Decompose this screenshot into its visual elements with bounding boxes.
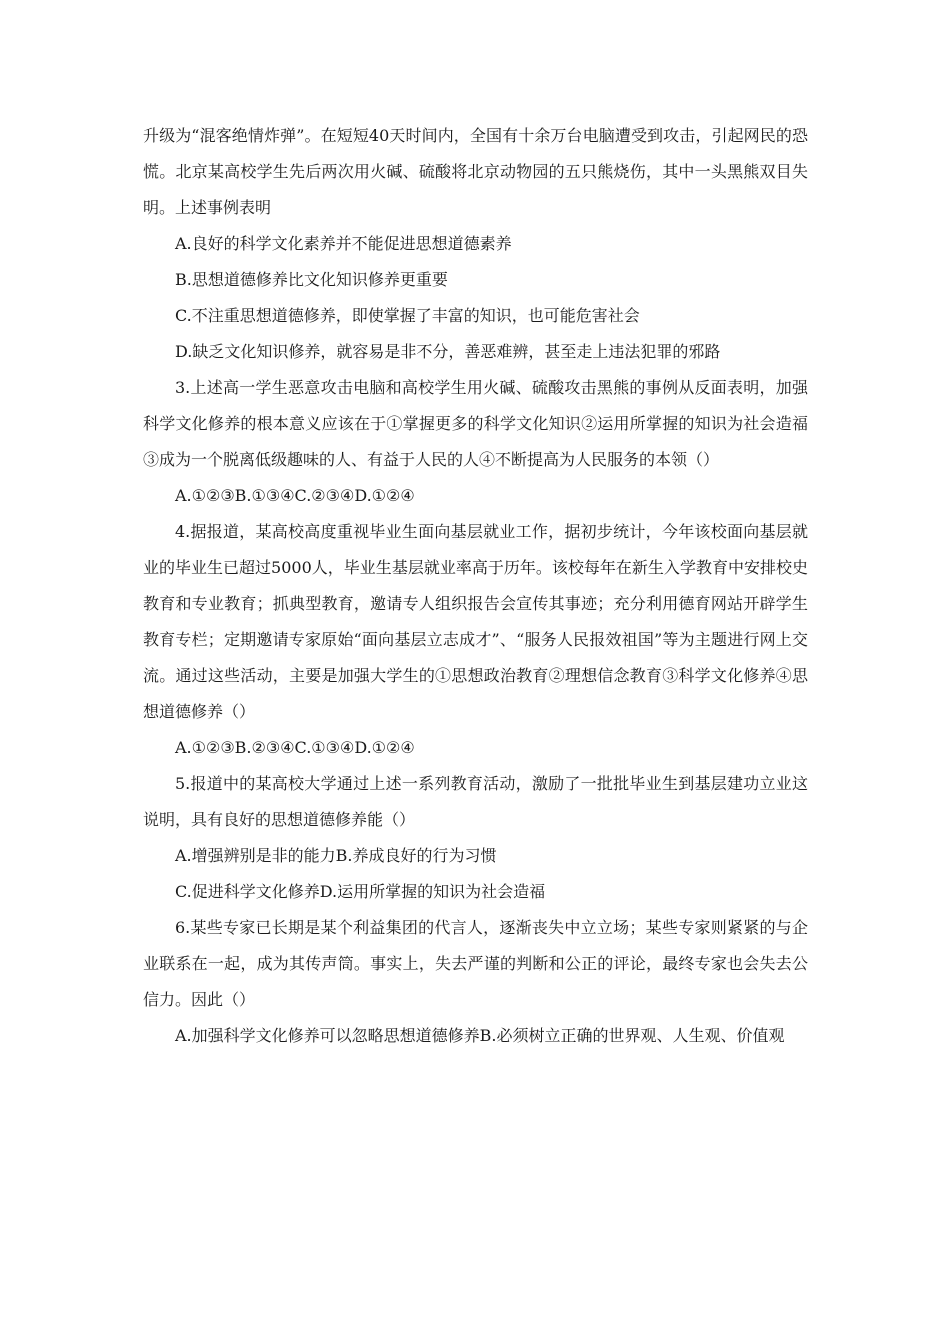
options-4: A.①②③B.②③④C.①③④D.①②④ [175,738,415,757]
option-2c: C.不注重思想道德修养，即使掌握了丰富的知识，也可能危害社会 [175,306,640,325]
question-6: 6.某些专家已长期是某个利益集团的代言人，逐渐丧失中立立场；某些专家则紧紧的与企业联系在一起，成为其传声筒。事实上，失去严谨的判断和公正的评论，最终专家也会失去公信力。因此（） [143,918,808,1009]
question-4: 4.据报道，某高校高度重视毕业生面向基层就业工作，据初步统计，今年该校面向基层就业的毕业生已超过5000人，毕业生基层就业率高于历年。该校每年在新生入学教育中安排校史教育和专业教育；抓典型教育，邀请专人组织报告会宣传其事迹；充分利用德育网站开辟学生教育专栏；定期邀请专家原始“面向基层立志成才”、“服务人民报效祖国”等为主题进行网上交流。通过这些活动，主要是加强大学生的①思想政治教育②理想信念教育③科学文化修养④思想道德修养（） [143,522,808,721]
option-2a: A.良好的科学文化素养并不能促进思想道德素养 [175,234,512,253]
option-2b: B.思想道德修养比文化知识修养更重要 [175,270,448,289]
paragraph-question-2-stem: 升级为“混客绝情炸弹”。在短短40天时间内，全国有十余万台电脑遭受到攻击，引起网民的恐慌。北京某高校学生先后两次用火碱、硫酸将北京动物园的五只熊烧伤，其中一头黑熊双目失明。上述事例表明 [143,126,808,217]
options-3: A.①②③B.①③④C.②③④D.①②④ [175,486,415,505]
document-body [143,118,808,1054]
options-6-ab: A.加强科学文化修养可以忽略思想道德修养B.必须树立正确的世界观、人生观、价值观 [175,1026,785,1045]
question-3: 3.上述高一学生恶意攻击电脑和高校学生用火碱、硫酸攻击黑熊的事例从反面表明，加强科学文化修养的根本意义应该在于①掌握更多的科学文化知识②运用所掌握的知识为社会造福③成为一个脱离低级趣味的人、有益于人民的人④不断提高为人民服务的本领（） [143,378,808,469]
option-2d: D.缺乏文化知识修养，就容易是非不分，善恶难辨，甚至走上违法犯罪的邪路 [175,342,721,361]
options-5-ab: A.增强辨别是非的能力B.养成良好的行为习惯 [175,846,497,865]
question-5: 5.报道中的某高校大学通过上述一系列教育活动，激励了一批批毕业生到基层建功立业这说明，具有良好的思想道德修养能（） [143,774,808,829]
options-5-cd: C.促进科学文化修养D.运用所掌握的知识为社会造福 [175,882,546,901]
